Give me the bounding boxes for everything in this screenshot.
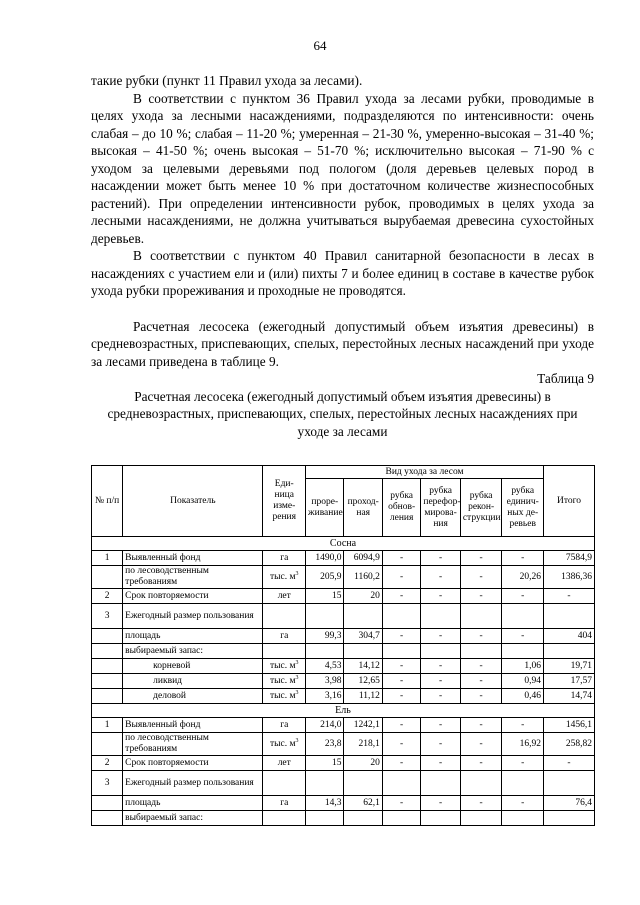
row-value	[460, 604, 502, 629]
row-value: 23,8	[306, 733, 344, 756]
row-value: -	[421, 718, 460, 733]
row-unit	[263, 796, 306, 811]
row-value: -	[502, 551, 544, 566]
row-value: -	[421, 689, 460, 704]
header-col: рубка перефор-мирова-ния	[421, 479, 460, 537]
row-value: -	[382, 733, 420, 756]
row-value	[306, 644, 344, 659]
row-value	[382, 811, 420, 826]
row-value: 205,9	[306, 566, 344, 589]
row-num	[92, 796, 123, 811]
row-value: 99,3	[306, 629, 344, 644]
table-row	[92, 718, 595, 733]
row-value: -	[382, 674, 420, 689]
row-value	[460, 771, 502, 796]
unit-text: тыс. м	[269, 738, 296, 749]
row-value: -	[421, 756, 460, 771]
row-value: -	[421, 589, 460, 604]
row-unit	[263, 589, 306, 604]
header-total: Итого	[544, 466, 595, 537]
row-value: -	[460, 718, 502, 733]
row-num	[92, 629, 123, 644]
row-value: 11,12	[344, 689, 382, 704]
unit-text: га	[280, 797, 289, 808]
forest-table	[91, 465, 595, 826]
row-total	[544, 771, 595, 796]
row-value	[306, 811, 344, 826]
unit-superscript: 3	[295, 674, 299, 681]
row-num	[92, 644, 123, 659]
section-name: Ель	[92, 704, 595, 718]
row-value: -	[382, 718, 420, 733]
page-number: 64	[313, 38, 327, 53]
header-col: проре-живание	[306, 479, 344, 537]
paragraph-4: Расчетная лесосека (ежегодный допустимый объем изъятия древесины) в средневозрастных, приспевающих, спелых, перестойных лесных насаждений при уходе за лесами приведена в таблице 9.	[91, 318, 594, 369]
row-value	[421, 771, 460, 796]
row-indicator: Срок повторяемости	[123, 756, 263, 771]
table-row	[92, 811, 595, 826]
row-value: -	[382, 589, 420, 604]
row-value: -	[460, 659, 502, 674]
table-row	[92, 589, 595, 604]
row-value: -	[502, 796, 544, 811]
row-value: 1,06	[502, 659, 544, 674]
row-value: 3,98	[306, 674, 344, 689]
row-total	[544, 644, 595, 659]
row-value: 6094,9	[344, 551, 382, 566]
header-num: № п/п	[92, 466, 123, 537]
row-value: -	[421, 566, 460, 589]
paragraph-3: В соответствии с пунктом 40 Правил санитарной безопасности в лесах в насаждениях с участием ели и (или) пихты 7 и более единиц в составе в качестве рубок ухода рубки прореживания и проходные не проводятся.	[91, 248, 594, 298]
row-value: 20	[344, 756, 382, 771]
row-value: -	[421, 796, 460, 811]
row-value: 15	[306, 589, 344, 604]
row-value: 0,46	[502, 689, 544, 704]
header-col: рубка рекон-струкции	[460, 479, 502, 537]
row-total: 7584,9	[544, 551, 595, 566]
unit-text: га	[280, 552, 289, 563]
unit-text: тыс. м	[269, 675, 296, 686]
row-value: -	[460, 756, 502, 771]
row-value: -	[460, 629, 502, 644]
row-value: 4,53	[306, 659, 344, 674]
header-group: Вид ухода за лесом	[306, 466, 544, 479]
row-value: 3,16	[306, 689, 344, 704]
row-num: 1	[92, 718, 123, 733]
header-col: рубка единич-ных де-ревьев	[502, 479, 544, 537]
unit-text: лет	[277, 590, 291, 601]
row-value: 14,3	[306, 796, 344, 811]
section-row	[92, 537, 595, 551]
row-indicator: деловой	[123, 689, 263, 704]
row-total: 258,82	[544, 733, 595, 756]
row-value: -	[502, 629, 544, 644]
row-value	[502, 811, 544, 826]
row-value: 1490,0	[306, 551, 344, 566]
row-total: 17,57	[544, 674, 595, 689]
row-value: -	[382, 629, 420, 644]
row-value: -	[421, 674, 460, 689]
row-unit	[263, 604, 306, 629]
row-total: 1456,1	[544, 718, 595, 733]
row-indicator: Ежегодный размер пользования	[123, 604, 263, 629]
row-total: -	[544, 589, 595, 604]
table-row	[92, 796, 595, 811]
row-indicator: по лесоводственным требованиям	[123, 566, 263, 589]
row-indicator: Выявленный фонд	[123, 718, 263, 733]
unit-superscript: 3	[295, 737, 299, 744]
row-value	[382, 644, 420, 659]
table-row	[92, 604, 595, 629]
table-row	[92, 644, 595, 659]
row-unit	[263, 733, 306, 756]
row-num	[92, 674, 123, 689]
row-total: 14,74	[544, 689, 595, 704]
row-unit	[263, 811, 306, 826]
body-text	[91, 72, 594, 440]
row-num	[92, 689, 123, 704]
row-value: 218,1	[344, 733, 382, 756]
row-unit	[263, 689, 306, 704]
row-num: 2	[92, 589, 123, 604]
unit-text: га	[280, 630, 289, 641]
row-unit	[263, 718, 306, 733]
row-total	[544, 604, 595, 629]
row-value	[460, 811, 502, 826]
row-indicator: площадь	[123, 629, 263, 644]
row-indicator: корневой	[123, 659, 263, 674]
row-value	[306, 604, 344, 629]
row-value	[344, 771, 382, 796]
row-value: 214,0	[306, 718, 344, 733]
row-num	[92, 659, 123, 674]
row-unit	[263, 659, 306, 674]
row-unit	[263, 644, 306, 659]
row-indicator: Ежегодный размер пользования	[123, 771, 263, 796]
table-row	[92, 733, 595, 756]
row-value: -	[460, 689, 502, 704]
row-value: -	[460, 551, 502, 566]
unit-superscript: 3	[295, 689, 299, 696]
row-value	[421, 604, 460, 629]
row-value	[344, 604, 382, 629]
row-indicator: по лесоводственным требованиям	[123, 733, 263, 756]
row-num: 2	[92, 756, 123, 771]
row-value: 12,65	[344, 674, 382, 689]
row-value: -	[421, 551, 460, 566]
row-value: 20,26	[502, 566, 544, 589]
unit-text: тыс. м	[269, 690, 296, 701]
row-value: 15	[306, 756, 344, 771]
unit-text: тыс. м	[269, 571, 296, 582]
row-num	[92, 566, 123, 589]
row-value	[502, 604, 544, 629]
unit-superscript: 3	[295, 659, 299, 666]
row-value: -	[382, 551, 420, 566]
row-value: -	[382, 566, 420, 589]
table-row	[92, 566, 595, 589]
row-num: 3	[92, 604, 123, 629]
row-value: -	[460, 796, 502, 811]
row-indicator: ликвид	[123, 674, 263, 689]
row-value: -	[460, 589, 502, 604]
table-row	[92, 551, 595, 566]
row-unit	[263, 566, 306, 589]
row-value: 304,7	[344, 629, 382, 644]
paragraph-2: В соответствии с пунктом 36 Правил ухода за лесами рубки, проводимые в целях ухода за лесными насаждениями, подразделяются по интенсивности: очень слабая – до 10 %; слабая – 11-20 %; умеренная – 21-30 %, умеренно-высокая – 31-40 %; высокая – 41-50 %; очень высокая – 51-70 %; исключительно высокая – 71-90 % с уходом за целевыми деревьями под пологом (доля деревьев целевых пород в насаждении может быть менее 10 % при достаточном количестве жизнеспособных растений). При определении интенсивности рубок, проводимых в целях ухода за лесными насаждениями, не должна учитываться вырубаемая древесина сухостойных деревьев.	[91, 90, 594, 246]
row-value: -	[460, 733, 502, 756]
header-indicator: Показатель	[123, 466, 263, 537]
row-num	[92, 733, 123, 756]
table-title: Расчетная лесосека (ежегодный допустимый объем изъятия древесины) в средневозрастных, приспевающих, спелых, перестойных лесных насаждениях при уходе за лесами	[107, 388, 578, 439]
row-unit	[263, 674, 306, 689]
row-unit	[263, 629, 306, 644]
row-value: -	[460, 674, 502, 689]
row-indicator: Выявленный фонд	[123, 551, 263, 566]
row-value: 20	[344, 589, 382, 604]
row-value: 1160,2	[344, 566, 382, 589]
row-value: -	[382, 659, 420, 674]
row-value: 0,94	[502, 674, 544, 689]
row-value	[421, 644, 460, 659]
row-value: -	[382, 689, 420, 704]
table-row	[92, 674, 595, 689]
row-value: -	[382, 796, 420, 811]
header-col: проход-ная	[344, 479, 382, 537]
row-indicator: Срок повторяемости	[123, 589, 263, 604]
header-col: рубка обнов-ления	[382, 479, 420, 537]
row-value: -	[502, 718, 544, 733]
row-indicator: выбираемый запас:	[123, 811, 263, 826]
row-value: 62,1	[344, 796, 382, 811]
table-row	[92, 756, 595, 771]
row-value	[382, 771, 420, 796]
row-indicator: площадь	[123, 796, 263, 811]
row-num	[92, 811, 123, 826]
row-value: -	[421, 733, 460, 756]
row-value: 16,92	[502, 733, 544, 756]
row-total: -	[544, 756, 595, 771]
table-row	[92, 659, 595, 674]
row-value	[382, 604, 420, 629]
row-unit	[263, 756, 306, 771]
row-value	[344, 644, 382, 659]
row-total: 404	[544, 629, 595, 644]
header-unit: Еди-ница изме-рения	[263, 466, 306, 537]
row-unit	[263, 551, 306, 566]
row-unit	[263, 771, 306, 796]
row-indicator: выбираемый запас:	[123, 644, 263, 659]
row-value: 1242,1	[344, 718, 382, 733]
row-total: 1386,36	[544, 566, 595, 589]
row-value: 14,12	[344, 659, 382, 674]
unit-text: тыс. м	[269, 660, 296, 671]
row-value	[344, 811, 382, 826]
unit-superscript: 3	[295, 570, 299, 577]
section-name: Сосна	[92, 537, 595, 551]
row-value: -	[502, 756, 544, 771]
row-value: -	[421, 659, 460, 674]
row-value	[502, 644, 544, 659]
paragraph-1: такие рубки (пункт 11 Правил ухода за лесами).	[91, 73, 363, 88]
row-value	[421, 811, 460, 826]
row-value	[306, 771, 344, 796]
table-row	[92, 629, 595, 644]
row-total: 19,71	[544, 659, 595, 674]
row-value	[502, 771, 544, 796]
row-value: -	[421, 629, 460, 644]
row-value: -	[502, 589, 544, 604]
row-value: -	[460, 566, 502, 589]
row-total: 76,4	[544, 796, 595, 811]
row-num: 3	[92, 771, 123, 796]
section-row	[92, 704, 595, 718]
row-value: -	[382, 756, 420, 771]
row-num: 1	[92, 551, 123, 566]
table-caption: Таблица 9	[537, 371, 594, 386]
row-value	[460, 644, 502, 659]
unit-text: га	[280, 719, 289, 730]
row-total	[544, 811, 595, 826]
table-row	[92, 689, 595, 704]
table-row	[92, 771, 595, 796]
unit-text: лет	[277, 757, 291, 768]
